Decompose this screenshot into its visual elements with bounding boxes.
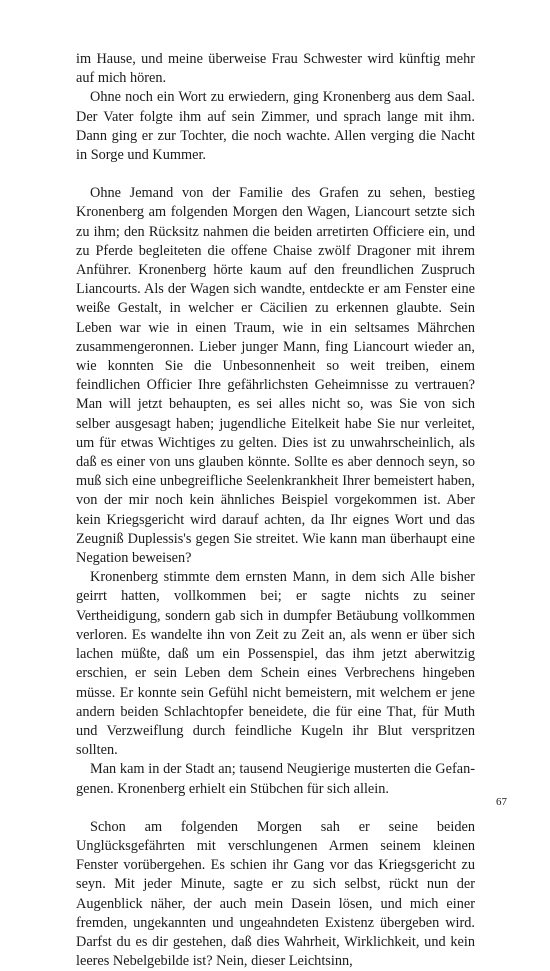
- paragraph: Man kam in der Stadt an; tausend Neugierige musterten die Gefangenen. Kronenberg erhielt ein Stübchen für sich allein.: [76, 761, 475, 797]
- paragraph-continuation: im Hause, und meine überweise Frau Schwester wird künftig mehr auf mich hören.: [76, 51, 475, 87]
- paragraph-section-start: Ohne Jemand von der Familie des Grafen zu sehen, bestieg Kronenberg am folgenden Morgen den Wagen, Liancourt setzte sich zu ihm; den Rücksitz nahmen die beiden arretirten Officiere ein, und zu Pferde begleiteten die offene Chaise zwölf Dragoner mit ihrem Anführer. Kronenberg hörte kaum auf den freundlichen Zuspruch Liancourts. Als der Wagen sich wandte, entdeckte er am Fenster eine weiße Gestalt, in welcher er Cäcilien zu erkennen glaubte. Sein Leben war wie in einen Traum, wie in ein seltsames Mährchen zusammengeronnen. Lieber junger Mann, fing Liancourt wieder an, wie konnten Sie die Unbesonnenheit so weit treiben, einem feindlichen Officier Ihre gefährlichsten Geheimnisse zu vertrauen? Man will jetzt behaupten, es sei alles nicht so, was Sie von sich selber ausgesagt haben; jugendliche Eitelkeit habe Sie nur verleitet, um für etwas Wichtiges zu gelten. Dies ist zu unwahrscheinlich, als daß es einer von uns glauben könnte. Sollte es aber dennoch seyn, so muß sich eine unbegreifliche Seelenkrankheit Ihrer bemeistert haben, von der mir noch kein ähnliches Beispiel vorgekommen ist. Aber kein Kriegsgericht wird darauf achten, da Ihr eignes Wort und das Zeugniß Duplessis's gegen Sie streitet. Wie kann man überhaupt eine Negation beweisen?: [76, 185, 475, 567]
- paragraph-section-start: Schon am folgenden Morgen sah er seine beiden Unglücksgefährten mit verschlungenen Armen seinem kleinen Fenster vorübergehen. Es schien ihr Gang vor das Kriegsgericht zu seyn. Mit jeder Minute, sagte er zu sich selbst, rückt nun der Augenblick näher, der auch mein Dasein lösen, und mich einer fremden, ungekannten und ungeahndeten Existenz übergeben wird. Darfst du es dir gestehen, daß dies Wahrheit, Wirklichkeit, und kein leeres Nebelgebilde ist? Nein, dieser Leichtsinn,: [76, 818, 475, 970]
- paragraph: Ohne noch ein Wort zu erwiedern, ging Kronenberg aus dem Saal. Der Vater folgte ihm auf sein Zimmer, und sprach lange mit ihm. Dann ging er zur Tochter, die noch wachte. Allen verging die Nacht in Sorge und Kummer.: [76, 89, 475, 164]
- paragraph: Kronenberg stimmte dem ernsten Mann, in dem sich Alle bisher geirrt hatten, vollkommen bei; er sagte nichts zu seiner Vertheidigung, sondern gab sich in dumpfer Betäubung vollkommen verloren. Es wandelte ihn von Zeit zu Zeit an, als wenn er über sich lachen müßte, daß um ein Possenspiel, das ihm jetzt aberwitzig erschien, er sein Leben dem Schein eines Verbrechens hingeben müsse. Er konnte sein Gefühl nicht bemeistern, mit welchem er jene andern beiden Schlachtopfer beneidete, die für eine That, für Muth und Verzweiflung durch feindliche Kugeln ihr Blut verspritzen sollten.: [76, 569, 475, 759]
- body-text: [76, 50, 475, 971]
- page-number: 67: [496, 796, 507, 808]
